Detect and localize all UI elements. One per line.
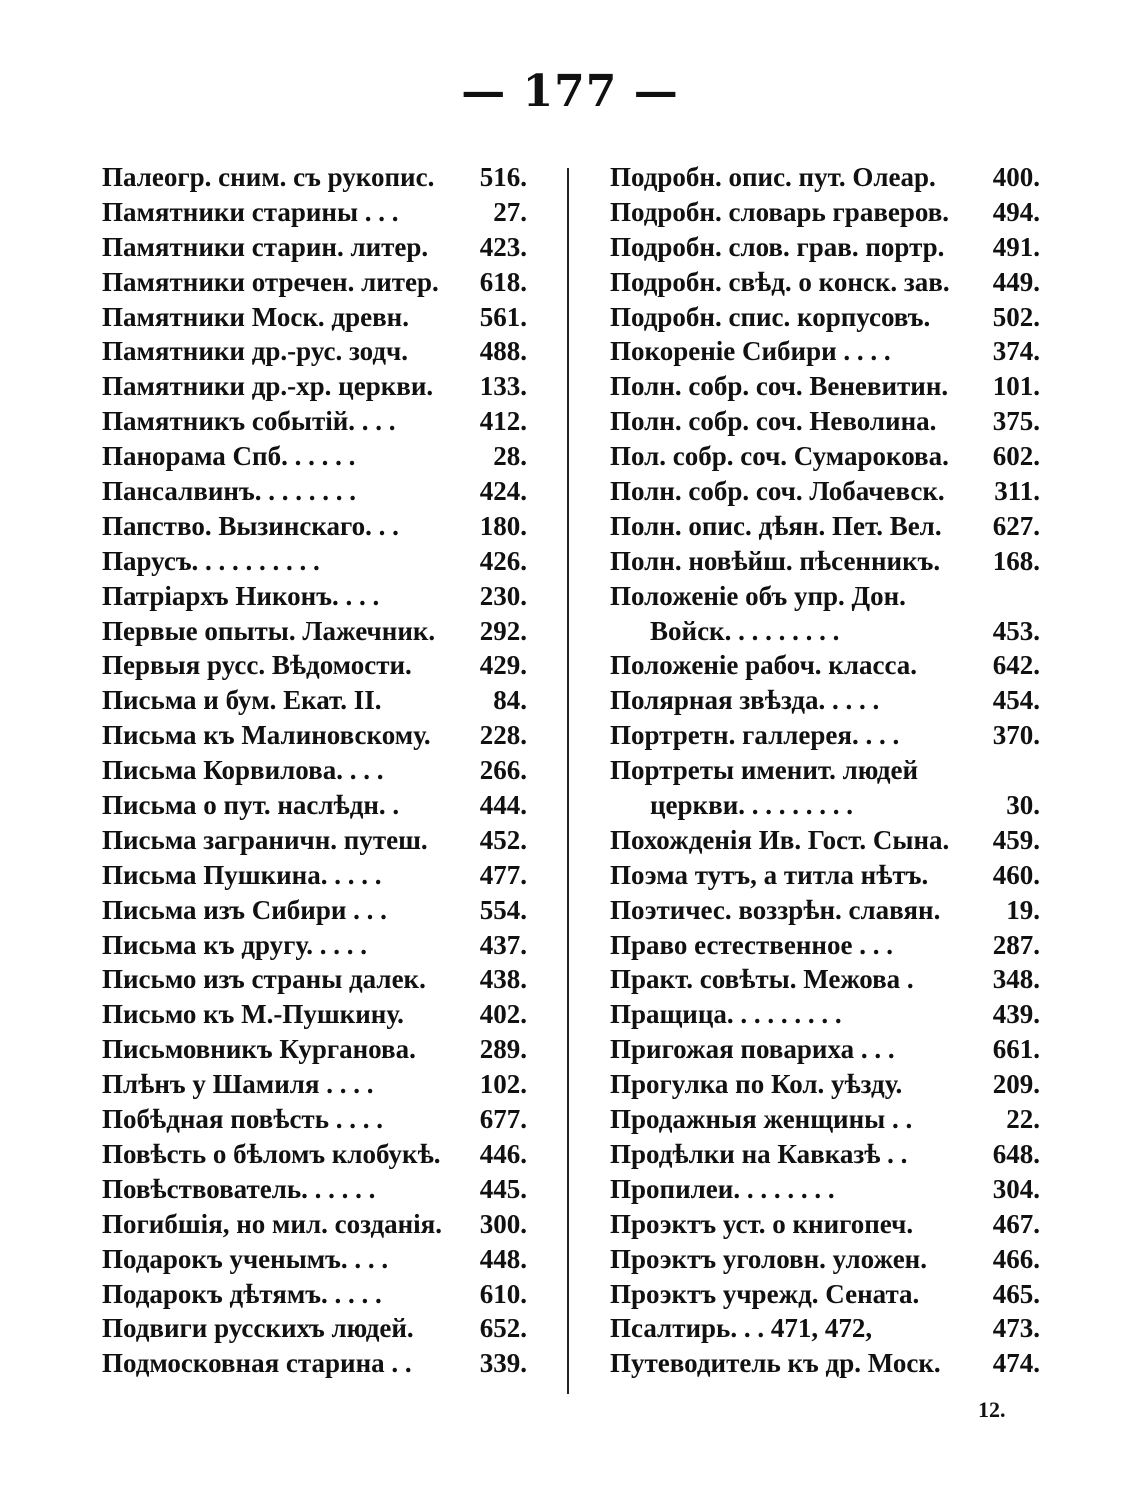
entry-title: Практ. совѣты. Межова .: [610, 964, 914, 995]
index-entry: [610, 439, 1040, 474]
entry-title: Поэма тутъ, а титла нѣтъ.: [610, 859, 929, 890]
entry-title: Похожденія Ив. Гост. Сына.: [610, 824, 950, 855]
entry-number: 375.: [992, 406, 1040, 437]
page-number: — 177 —: [461, 66, 679, 117]
index-entry: [610, 544, 1040, 579]
entry-title: Подробн. слов. грав. портр.: [610, 231, 945, 262]
entry-number: 27.: [493, 196, 527, 227]
entry-title: Подмосковная старина . .: [102, 1348, 412, 1379]
index-entry: [610, 1277, 1040, 1312]
index-entry: [102, 1207, 527, 1242]
index-entry: [102, 230, 527, 265]
entry-title: Продажныя женщины . .: [610, 1104, 913, 1135]
index-entry: [102, 753, 527, 788]
entry-title: Полн. собр. соч. Веневитин.: [610, 371, 949, 402]
entry-title: Полн. собр. соч. Неволина.: [610, 406, 937, 437]
entry-title: Поэтичес. воззрѣн. славян.: [610, 894, 941, 925]
entry-title: Псалтирь. . . 471, 472,: [610, 1313, 873, 1344]
index-entry: [102, 1172, 527, 1207]
entry-number: 474.: [992, 1348, 1040, 1379]
entry-title: Первыя русс. Вѣдомости.: [102, 650, 412, 681]
entry-title: Подробн. свѣд. о конск. зав.: [610, 266, 950, 297]
entry-number: 448.: [479, 1243, 527, 1274]
entry-title: Проэктъ уголовн. уложен.: [610, 1243, 927, 1274]
entry-number: 412.: [479, 406, 527, 437]
index-entry: [102, 928, 527, 963]
entry-number: 454.: [992, 685, 1040, 716]
index-entry: [102, 1311, 527, 1346]
index-entry: [102, 718, 527, 753]
index-entry: [102, 858, 527, 893]
index-entry: [102, 788, 527, 823]
index-entry: [610, 1311, 1040, 1346]
entry-title: Право естественное . . .: [610, 929, 893, 960]
entry-number: 460.: [992, 859, 1040, 890]
entry-title: Плѣнъ у Шамиля . . . .: [102, 1069, 374, 1100]
entry-title: Папство. Вызинскаго. . .: [102, 510, 399, 541]
index-entry: [102, 334, 527, 369]
entry-number: 292.: [479, 615, 527, 646]
entry-number: 618.: [479, 266, 527, 297]
entry-number: 446.: [479, 1138, 527, 1169]
entry-title: Парусъ. . . . . . . . . .: [102, 545, 320, 576]
entry-number: 465.: [992, 1278, 1040, 1309]
entry-title: Подарокъ ученымъ. . . .: [102, 1243, 389, 1274]
index-entry: [102, 544, 527, 579]
entry-number: 661.: [992, 1034, 1040, 1065]
index-entry: [610, 1067, 1040, 1102]
entry-number: 449.: [992, 266, 1040, 297]
entry-number: 304.: [992, 1173, 1040, 1204]
entry-number: 300.: [479, 1208, 527, 1239]
entry-title: Палеогр. сним. съ рукопис.: [102, 162, 435, 192]
entry-number: 627.: [992, 510, 1040, 541]
entry-title: Подвиги русскихъ людей.: [102, 1313, 414, 1344]
entry-number: 439.: [992, 999, 1040, 1030]
entry-title: Письма Корвилова. . . .: [102, 755, 384, 786]
entry-title: Полн. новѣйш. пѣсенникъ.: [610, 545, 941, 576]
entry-title: Портретн. галлерея. . . .: [610, 720, 900, 751]
entry-title: Подарокъ дѣтямъ. . . . .: [102, 1278, 382, 1309]
index-entry: [102, 1067, 527, 1102]
entry-number: 30.: [1006, 790, 1040, 821]
index-entry: [610, 509, 1040, 544]
entry-title: Портреты именит. людей: [610, 755, 919, 786]
entry-number: 445.: [479, 1173, 527, 1204]
entry-number: 494.: [992, 196, 1040, 227]
index-entry: [102, 683, 527, 718]
index-entry: [102, 962, 527, 997]
entry-number: 168.: [992, 545, 1040, 576]
entry-title: Положеніе рабоч. класса.: [610, 650, 918, 681]
index-entry: [102, 893, 527, 928]
entry-number: 473.: [992, 1313, 1040, 1344]
entry-title: Полярная звѣзда. . . . .: [610, 685, 880, 716]
entry-number: 502.: [992, 301, 1040, 332]
entry-number: 477.: [479, 859, 527, 890]
entry-number: 339.: [479, 1348, 527, 1379]
entry-title: Памятники др.-рус. зодч.: [102, 336, 409, 367]
entry-title: Первые опыты. Лажечник.: [102, 615, 436, 646]
index-entry: [610, 474, 1040, 509]
index-entry: [610, 265, 1040, 300]
index-entry: [610, 1172, 1040, 1207]
column-divider: [567, 168, 569, 1394]
entry-title: Патріархъ Никонъ. . . .: [102, 580, 380, 611]
entry-number: 348.: [992, 964, 1040, 995]
entry-number: 228.: [479, 720, 527, 751]
index-entry: [610, 823, 1040, 858]
entry-number: 652.: [479, 1313, 527, 1344]
entry-title: Пол. собр. соч. Сумарокова.: [610, 441, 949, 472]
entry-title: Пансалвинъ. . . . . . . .: [102, 476, 356, 507]
entry-number: 429.: [479, 650, 527, 681]
index-entry: [610, 1137, 1040, 1172]
entry-number: 19.: [1006, 894, 1040, 925]
entry-title: Путеводитель къ др. Моск.: [610, 1348, 941, 1379]
entry-title: Панорама Спб. . . . . .: [102, 441, 356, 472]
index-entry: [102, 474, 527, 509]
index-entry: [610, 1207, 1040, 1242]
entry-title: Подробн. спис. корпусовъ.: [610, 301, 931, 332]
entry-number: 84.: [493, 685, 527, 716]
entry-number: 101.: [992, 371, 1040, 402]
entry-title: Письмо къ М.-Пушкину.: [102, 999, 404, 1030]
index-entry: [102, 579, 527, 614]
index-entry: [102, 509, 527, 544]
index-entry: [610, 788, 1040, 823]
entry-title: Памятники старин. литер.: [102, 231, 429, 262]
entry-number: 466.: [992, 1243, 1040, 1274]
index-entry: [610, 404, 1040, 439]
index-entry: [102, 823, 527, 858]
index-entry: [610, 1242, 1040, 1277]
entry-number: 444.: [479, 790, 527, 821]
entry-number: 426.: [479, 545, 527, 576]
entry-number: 28.: [493, 441, 527, 472]
index-entry: [102, 160, 527, 195]
entry-number: 311.: [994, 476, 1040, 507]
signature-mark: 12.: [978, 1397, 1006, 1422]
index-entry: [102, 439, 527, 474]
index-entry: [610, 1346, 1040, 1381]
entry-number: 374.: [992, 336, 1040, 367]
index-entry: [102, 648, 527, 683]
index-entry: [610, 648, 1040, 683]
entry-title: Памятники отречен. литер.: [102, 266, 439, 297]
entry-number: 423.: [479, 231, 527, 262]
entry-title: Письма и бум. Екат. II.: [102, 685, 382, 716]
entry-number: 400.: [992, 162, 1040, 192]
entry-title: Письма заграничн. путеш.: [102, 824, 428, 855]
index-entry: [102, 1032, 527, 1067]
entry-number: 491.: [992, 231, 1040, 262]
entry-number: 459.: [992, 824, 1040, 855]
entry-number: 402.: [479, 999, 527, 1030]
entry-number: 230.: [479, 580, 527, 611]
index-entry: [102, 997, 527, 1032]
entry-number: 561.: [479, 301, 527, 332]
entry-title: Памятники старины . . .: [102, 196, 399, 227]
entry-title: Пригожая повариха . . .: [610, 1034, 895, 1065]
entry-title: Побѣдная повѣсть . . . .: [102, 1104, 383, 1135]
entry-title: Письмовникъ Курганова.: [102, 1034, 416, 1065]
entry-title: Пращица. . . . . . . . .: [610, 999, 842, 1030]
index-entry: [610, 300, 1040, 335]
entry-number: 554.: [479, 894, 527, 925]
entry-title: Погибшія, но мил. созданія.: [102, 1208, 443, 1239]
entry-number: 289.: [479, 1034, 527, 1065]
entry-title: Проэктъ уст. о книгопеч.: [610, 1208, 914, 1239]
index-entry: [610, 858, 1040, 893]
entry-number: 602.: [992, 441, 1040, 472]
entry-title: Повѣсть о бѣломъ клобукѣ.: [102, 1138, 441, 1169]
entry-number: 642.: [992, 650, 1040, 681]
index-entry: [610, 369, 1040, 404]
index-entry: [610, 753, 1040, 788]
entry-title: Покореніе Сибири . . . .: [610, 336, 891, 367]
entry-number: 180.: [479, 510, 527, 541]
entry-title: Полн. опис. дѣян. Пет. Вел.: [610, 510, 942, 541]
index-entry: [610, 334, 1040, 369]
entry-title: Пропилеи. . . . . . . .: [610, 1173, 835, 1204]
index-entry: [102, 265, 527, 300]
entry-title: Повѣствователь. . . . . .: [102, 1173, 376, 1204]
entry-title: Письма изъ Сибири . . .: [102, 894, 387, 925]
entry-number: 133.: [479, 371, 527, 402]
index-entry: [610, 579, 1040, 614]
entry-title: Подробн. опис. пут. Олеар.: [610, 162, 936, 192]
entry-title: Положеніе объ упр. Дон.: [610, 580, 906, 611]
index-entry: [610, 195, 1040, 230]
index-entry: [610, 614, 1040, 649]
entry-title: Полн. собр. соч. Лобачевск.: [610, 476, 945, 507]
entry-title: Письма Пушкина. . . . .: [102, 859, 382, 890]
index-entry: [102, 1242, 527, 1277]
entry-title: Прогулка по Кол. уѣзду.: [610, 1069, 903, 1100]
index-entry: [610, 1032, 1040, 1067]
index-entry: [610, 962, 1040, 997]
entry-title: Войск. . . . . . . . .: [650, 615, 840, 646]
entry-number: 648.: [992, 1138, 1040, 1169]
entry-number: 452.: [479, 824, 527, 855]
entry-number: 438.: [479, 964, 527, 995]
entry-title: Памятникъ событій. . . .: [102, 406, 396, 437]
index-entry: [102, 404, 527, 439]
index-entry: [610, 230, 1040, 265]
entry-number: 437.: [479, 929, 527, 960]
entry-title: Проэктъ учрежд. Сената.: [610, 1278, 920, 1309]
entry-number: 453.: [992, 615, 1040, 646]
index-entry: [102, 1137, 527, 1172]
entry-number: 516.: [479, 162, 527, 192]
index-entry: [102, 195, 527, 230]
index-entry: [102, 1277, 527, 1312]
index-entry: [102, 300, 527, 335]
entry-title: церкви. . . . . . . . .: [650, 790, 854, 821]
entry-number: 424.: [479, 476, 527, 507]
entry-number: 488.: [479, 336, 527, 367]
index-column-left: [102, 160, 527, 1381]
entry-number: 266.: [479, 755, 527, 786]
index-entry: [610, 928, 1040, 963]
index-entry: [102, 1346, 527, 1381]
entry-title: Памятники Моск. древн.: [102, 301, 409, 332]
index-entry: [102, 614, 527, 649]
index-entry: [610, 683, 1040, 718]
entry-title: Памятники др.-хр. церкви.: [102, 371, 434, 402]
index-entry: [610, 160, 1040, 195]
index-entry: [610, 893, 1040, 928]
index-column-right: [610, 160, 1040, 1381]
entry-number: 287.: [992, 929, 1040, 960]
index-entry: [610, 997, 1040, 1032]
entry-number: 610.: [479, 1278, 527, 1309]
index-entry: [610, 1102, 1040, 1137]
entry-title: Подробн. словарь граверов.: [610, 196, 950, 227]
entry-number: 370.: [992, 720, 1040, 751]
entry-number: 467.: [992, 1208, 1040, 1239]
index-entry: [102, 1102, 527, 1137]
entry-title: Письмо изъ страны далек.: [102, 964, 426, 995]
entry-title: Письма къ Малиновскому.: [102, 720, 431, 751]
index-entry: [102, 369, 527, 404]
entry-number: 677.: [479, 1104, 527, 1135]
entry-title: Письма о пут. наслѣдн. .: [102, 790, 400, 821]
entry-title: Продѣлки на Кавказѣ . .: [610, 1138, 908, 1169]
index-entry: [610, 718, 1040, 753]
entry-number: 102.: [479, 1069, 527, 1100]
entry-number: 209.: [992, 1069, 1040, 1100]
entry-title: Письма къ другу. . . . .: [102, 929, 367, 960]
entry-number: 22.: [1006, 1104, 1040, 1135]
